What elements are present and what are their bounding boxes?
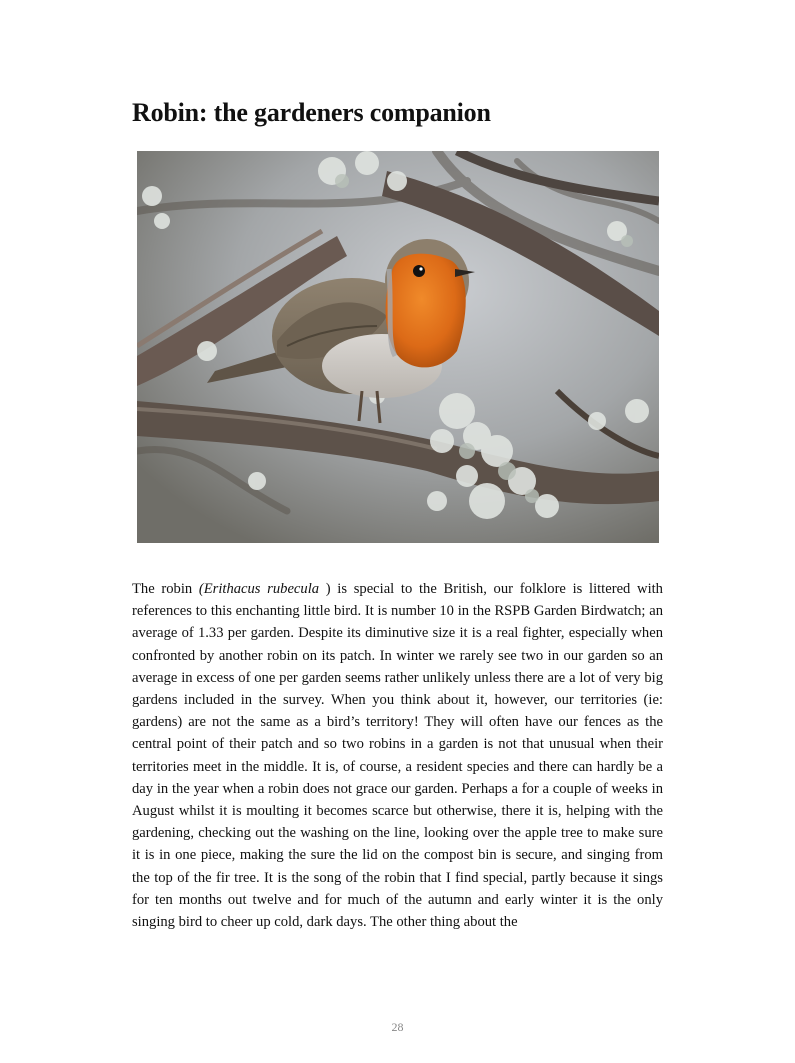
paragraph-lead: The robin <box>132 581 199 597</box>
page-number: 28 <box>391 1020 404 1034</box>
page-title: Robin: the gardeners companion <box>132 98 491 127</box>
paragraph-text: ) is special to the British, our folklore is littered with references to this enchanting little bird. It is number 10 in the RSPB Garden Birdwatch; an average of 1.33 per garden. Despite its diminutive size it is a real fighter, especially when confronted by another robin on its patch. In winter we rarely see two in our garden so an average in excess of one per garden seems rather unlikely unless there are a lot of very big gardens included in the survey. When you think about it, however, our territories (ie: gardens) are not the same as a bird’s territory! They will often have our fences as the central point of their patch and so two robins in a garden is not that unusual when their territories meet in the middle. It is, of course, a resident species and there can hardly be a day in the year when a robin does not grace our garden. Perhaps a for a couple of weeks in August whilst it is moulting it becomes scarce but otherwise, there it is, helping with the gardening, checking out the washing on the line, looking over the apple tree to make sure it is in one piece, making the sure the lid on the compost bin is secure, and singing from the top of the fir tree. It is the song of the robin that I find special, partly because it sings for ten months out twelve and for much of the autumn and early winter it is the only singing bird to cheer up cold, dark days. The other thing about the <box>132 581 663 931</box>
robin-photo-illustration <box>137 151 659 543</box>
body-paragraph <box>132 578 663 933</box>
species-name: (Erithacus rubecula <box>198 581 326 597</box>
robin-photo <box>137 151 659 543</box>
article-body <box>132 578 663 933</box>
